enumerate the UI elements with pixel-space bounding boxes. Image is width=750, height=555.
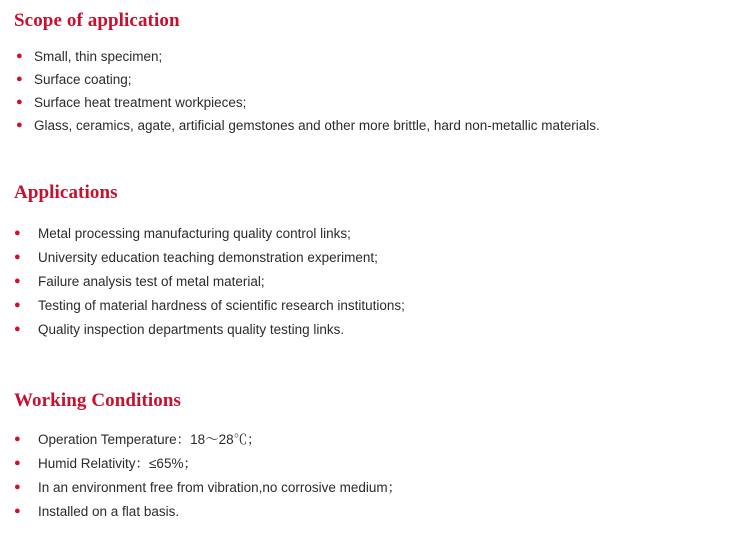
bullet-dot-icon: ● bbox=[16, 50, 23, 62]
bullet-dot-icon: ● bbox=[14, 251, 21, 263]
list-item-text: Humid Relativity：≤65%； bbox=[38, 456, 197, 471]
list-item-text: Quality inspection departments quality testing links. bbox=[38, 322, 345, 337]
bullet-dot-icon: ● bbox=[14, 275, 21, 287]
bullet-list-working-conditions bbox=[0, 433, 740, 529]
list-item-text: Surface heat treatment workpieces; bbox=[34, 95, 247, 110]
list-item bbox=[0, 275, 740, 299]
list-item-text: Surface coating; bbox=[34, 72, 132, 87]
list-item-text: University education teaching demonstration experiment; bbox=[38, 250, 378, 265]
list-item-text: Installed on a flat basis. bbox=[38, 504, 180, 519]
bullet-list-applications bbox=[0, 227, 740, 347]
list-item-text: Metal processing manufacturing quality control links; bbox=[38, 226, 351, 241]
bullet-dot-icon: ● bbox=[14, 323, 21, 335]
list-item-text: Failure analysis test of metal material; bbox=[38, 274, 265, 289]
section-title-working-conditions: Working Conditions bbox=[14, 390, 182, 411]
bullet-dot-icon: ● bbox=[14, 433, 21, 445]
bullet-dot-icon: ● bbox=[14, 227, 21, 239]
list-item bbox=[0, 299, 740, 323]
list-item bbox=[0, 323, 740, 347]
bullet-dot-icon: ● bbox=[14, 505, 21, 517]
list-item bbox=[0, 73, 740, 96]
list-item bbox=[0, 119, 740, 142]
list-item-text: Glass, ceramics, agate, artificial gemstones and other more brittle, hard non-metallic materials. bbox=[34, 118, 600, 133]
bullet-dot-icon: ● bbox=[16, 119, 23, 131]
bullet-list-scope bbox=[0, 50, 740, 142]
list-item-text: Small, thin specimen; bbox=[34, 49, 163, 64]
list-item-text: Testing of material hardness of scientific research institutions; bbox=[38, 298, 405, 313]
section-title-scope: Scope of application bbox=[14, 10, 180, 31]
bullet-dot-icon: ● bbox=[16, 96, 23, 108]
list-item bbox=[0, 481, 740, 505]
bullet-dot-icon: ● bbox=[16, 73, 23, 85]
list-item bbox=[0, 433, 740, 457]
section-title-applications: Applications bbox=[14, 182, 118, 203]
list-item bbox=[0, 457, 740, 481]
bullet-dot-icon: ● bbox=[14, 457, 21, 469]
list-item bbox=[0, 96, 740, 119]
list-item-text: In an environment free from vibration,no corrosive medium； bbox=[38, 480, 402, 495]
list-item bbox=[0, 251, 740, 275]
list-item bbox=[0, 227, 740, 251]
list-item bbox=[0, 50, 740, 73]
list-item-text: Operation Temperature：18～28℃； bbox=[38, 432, 261, 447]
bullet-dot-icon: ● bbox=[14, 481, 21, 493]
list-item bbox=[0, 505, 740, 529]
bullet-dot-icon: ● bbox=[14, 299, 21, 311]
